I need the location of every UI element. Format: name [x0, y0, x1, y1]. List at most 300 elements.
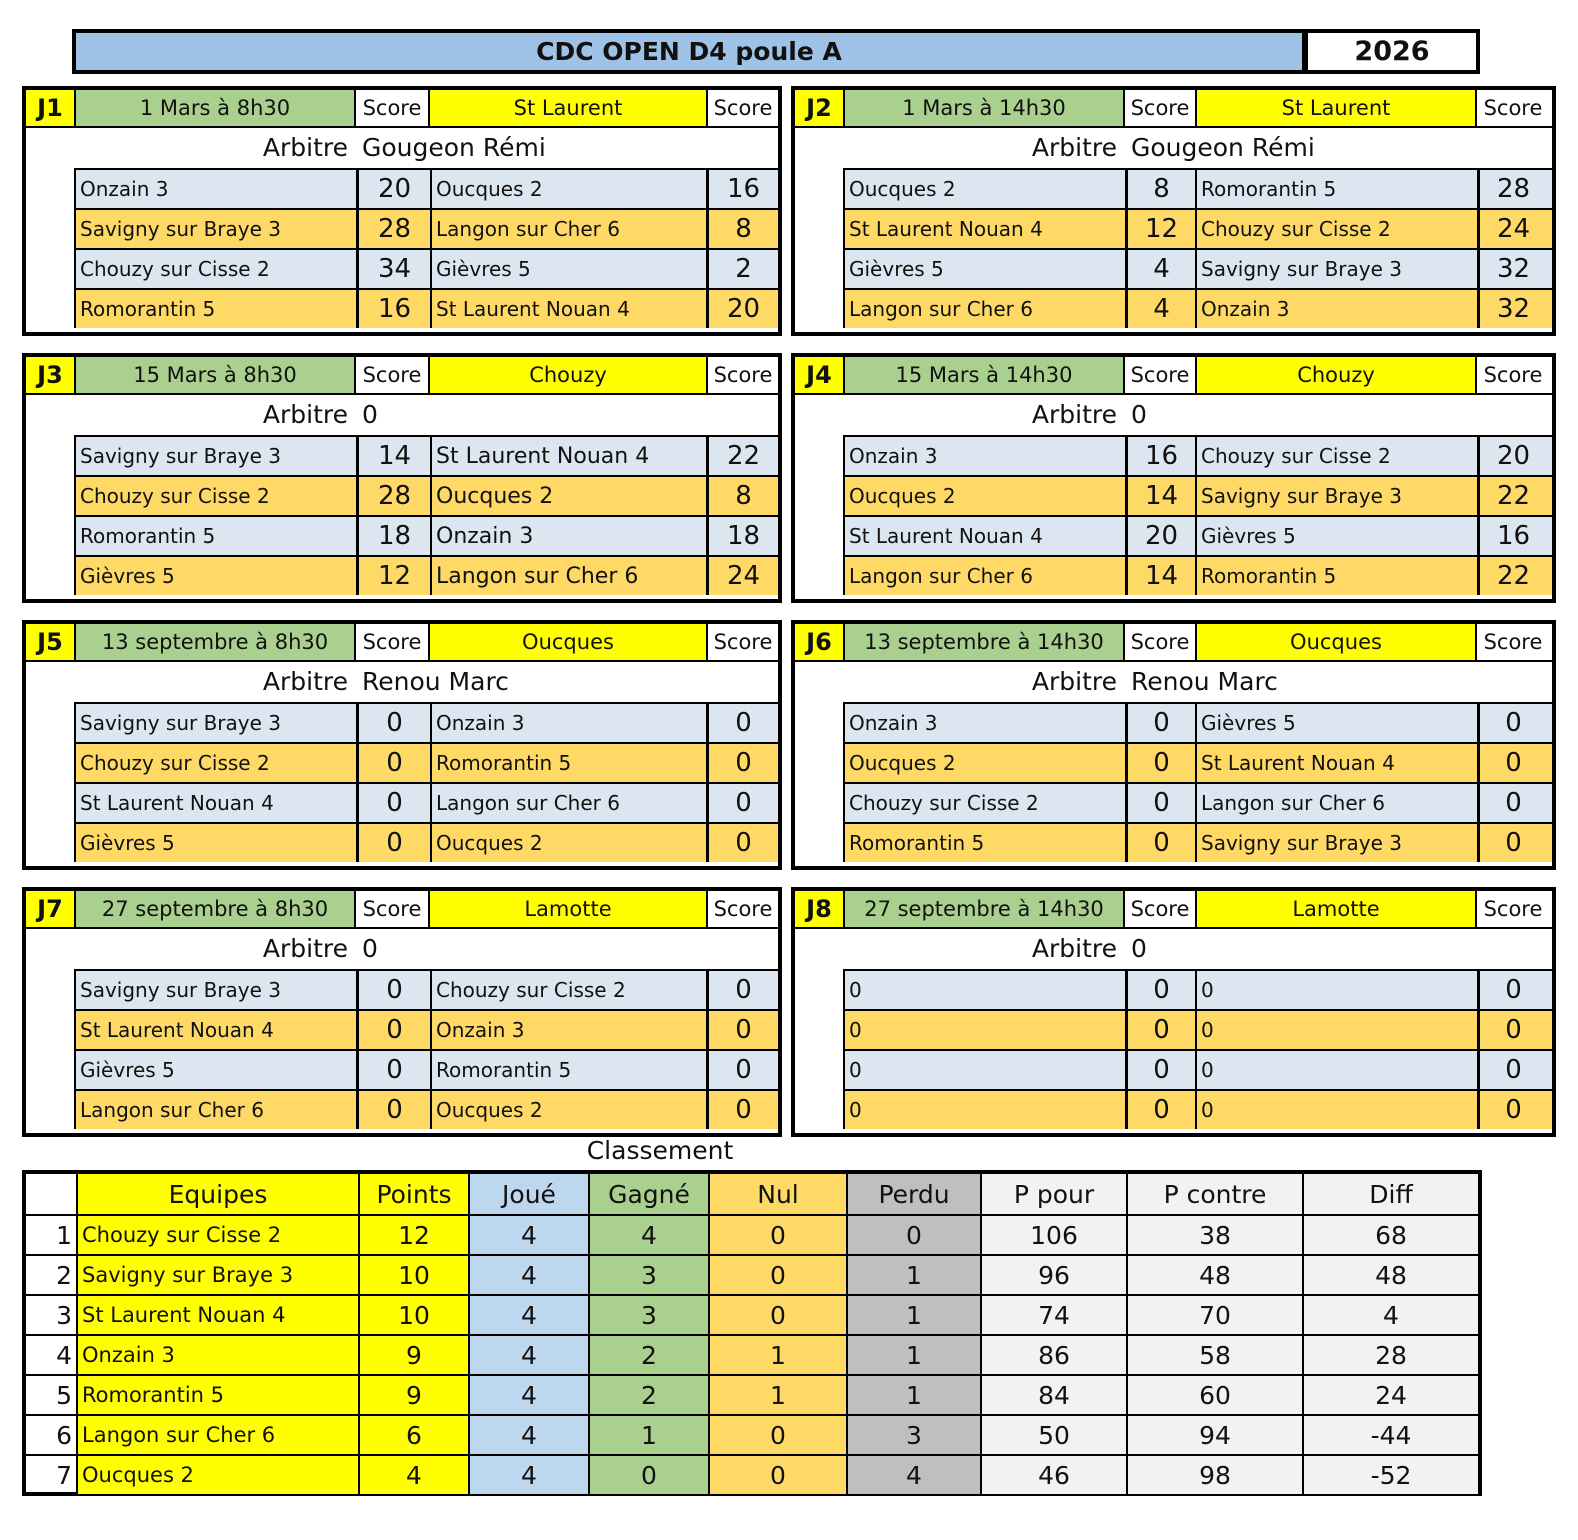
referee-row — [26, 660, 778, 700]
away-team: Oucques 2 — [430, 477, 706, 515]
cell-joue: 4 — [468, 1454, 588, 1494]
match-day-j8 — [791, 887, 1556, 1137]
home-team: Langon sur Cher 6 — [74, 1091, 356, 1129]
away-team: St Laurent Nouan 4 — [430, 437, 706, 475]
away-score: 0 — [706, 704, 778, 742]
home-score: 0 — [1125, 784, 1195, 822]
home-team: 0 — [843, 1091, 1125, 1129]
match-row — [74, 1049, 778, 1089]
away-score: 20 — [706, 290, 778, 328]
away-team: St Laurent Nouan 4 — [430, 290, 706, 328]
home-score: 0 — [1125, 824, 1195, 862]
day-date: 27 septembre à 14h30 — [845, 891, 1125, 927]
home-score: 34 — [356, 250, 430, 288]
match-row — [843, 208, 1552, 248]
referee-row — [795, 660, 1552, 700]
classement-row — [26, 1334, 1478, 1374]
rank-number: 1 — [26, 1214, 76, 1254]
away-score: 16 — [706, 170, 778, 208]
away-team: Chouzy sur Cisse 2 — [1195, 210, 1477, 248]
away-score: 8 — [706, 477, 778, 515]
cell-p-contre: 70 — [1126, 1294, 1302, 1334]
day-venue: Chouzy — [1197, 357, 1477, 393]
cell-points: 4 — [358, 1454, 468, 1494]
match-row — [74, 168, 778, 208]
cell-perdu: 1 — [846, 1254, 980, 1294]
day-id: J6 — [795, 624, 845, 660]
match-day-j5 — [22, 620, 782, 870]
cell-team: Langon sur Cher 6 — [76, 1414, 358, 1454]
column-header-team: Equipes — [76, 1174, 358, 1214]
cell-p-pour: 50 — [980, 1414, 1126, 1454]
home-team: Oucques 2 — [843, 744, 1125, 782]
cell-points: 9 — [358, 1374, 468, 1414]
away-team: Langon sur Cher 6 — [430, 557, 706, 595]
day-id: J2 — [795, 90, 845, 126]
away-score: 24 — [706, 557, 778, 595]
classement-row — [26, 1454, 1478, 1494]
home-team: Oucques 2 — [843, 170, 1125, 208]
cell-gagne: 1 — [588, 1414, 708, 1454]
score-header: Score — [1477, 891, 1549, 927]
cell-nul: 0 — [708, 1414, 846, 1454]
cell-nul: 1 — [708, 1374, 846, 1414]
away-score: 22 — [1477, 477, 1547, 515]
column-header-p-pour: P pour — [980, 1174, 1126, 1214]
referee-name: 0 — [1131, 933, 1147, 963]
match-row — [843, 702, 1552, 742]
match-row — [843, 515, 1552, 555]
day-id: J1 — [26, 90, 76, 126]
cell-diff: 48 — [1302, 1254, 1478, 1294]
day-venue: Lamotte — [430, 891, 708, 927]
home-team: St Laurent Nouan 4 — [74, 1011, 356, 1049]
score-header: Score — [356, 891, 430, 927]
home-team: Chouzy sur Cisse 2 — [843, 784, 1125, 822]
cell-nul: 0 — [708, 1294, 846, 1334]
away-team: 0 — [1195, 1051, 1477, 1089]
score-header: Score — [1125, 891, 1197, 927]
classement-title: Classement — [586, 1136, 734, 1165]
away-score: 0 — [1477, 1051, 1547, 1089]
score-header: Score — [708, 624, 778, 660]
home-score: 14 — [1125, 557, 1195, 595]
cell-team: St Laurent Nouan 4 — [76, 1294, 358, 1334]
column-header-points: Points — [358, 1174, 468, 1214]
away-score: 0 — [1477, 784, 1547, 822]
match-row — [74, 742, 778, 782]
home-score: 8 — [1125, 170, 1195, 208]
cell-p-contre: 48 — [1126, 1254, 1302, 1294]
cell-gagne: 2 — [588, 1374, 708, 1414]
column-header-joue: Joué — [468, 1174, 588, 1214]
match-row — [843, 435, 1552, 475]
home-score: 0 — [1125, 744, 1195, 782]
away-team: Oucques 2 — [430, 170, 706, 208]
home-score: 14 — [1125, 477, 1195, 515]
home-score: 18 — [356, 517, 430, 555]
match-day-j7 — [22, 887, 782, 1137]
referee-row — [26, 393, 778, 433]
away-score: 0 — [1477, 971, 1547, 1009]
score-header: Score — [1125, 357, 1197, 393]
home-score: 0 — [1125, 1091, 1195, 1129]
home-score: 20 — [1125, 517, 1195, 555]
cell-diff: -52 — [1302, 1454, 1478, 1494]
score-header: Score — [708, 357, 778, 393]
away-score: 2 — [706, 250, 778, 288]
cell-gagne: 3 — [588, 1294, 708, 1334]
match-row — [74, 1089, 778, 1129]
referee-row — [26, 126, 778, 166]
classement-row — [26, 1294, 1478, 1334]
away-team: 0 — [1195, 1011, 1477, 1049]
cell-p-pour: 86 — [980, 1334, 1126, 1374]
match-row — [74, 475, 778, 515]
cell-joue: 4 — [468, 1214, 588, 1254]
referee-name: 0 — [362, 933, 378, 963]
cell-joue: 4 — [468, 1414, 588, 1454]
away-team: Langon sur Cher 6 — [430, 210, 706, 248]
away-team: Romorantin 5 — [430, 1051, 706, 1089]
away-team: 0 — [1195, 1091, 1477, 1129]
home-score: 0 — [1125, 1011, 1195, 1049]
away-team: Oucques 2 — [430, 1091, 706, 1129]
match-row — [74, 1009, 778, 1049]
away-team: Gièvres 5 — [430, 250, 706, 288]
cell-p-contre: 98 — [1126, 1454, 1302, 1494]
away-team: Savigny sur Braye 3 — [1195, 824, 1477, 862]
score-header: Score — [1125, 90, 1197, 126]
match-row — [843, 288, 1552, 328]
cell-joue: 4 — [468, 1294, 588, 1334]
home-score: 28 — [356, 477, 430, 515]
cell-team: Chouzy sur Cisse 2 — [76, 1214, 358, 1254]
home-team: Oucques 2 — [843, 477, 1125, 515]
cell-p-contre: 58 — [1126, 1334, 1302, 1374]
cell-gagne: 0 — [588, 1454, 708, 1494]
away-score: 0 — [1477, 1011, 1547, 1049]
home-team: Chouzy sur Cisse 2 — [74, 744, 356, 782]
referee-name: Gougeon Rémi — [362, 132, 546, 162]
home-score: 14 — [356, 437, 430, 475]
cell-nul: 0 — [708, 1214, 846, 1254]
score-header: Score — [1477, 357, 1549, 393]
cell-p-pour: 74 — [980, 1294, 1126, 1334]
referee-name: Gougeon Rémi — [1131, 132, 1315, 162]
away-team: Romorantin 5 — [1195, 170, 1477, 208]
away-team: Oucques 2 — [430, 824, 706, 862]
day-venue: Chouzy — [430, 357, 708, 393]
referee-label: Arbitre — [262, 132, 348, 162]
match-row — [843, 168, 1552, 208]
cell-nul: 0 — [708, 1454, 846, 1494]
referee-name: 0 — [362, 399, 378, 429]
match-row — [843, 555, 1552, 595]
home-score: 0 — [356, 704, 430, 742]
home-score: 4 — [1125, 250, 1195, 288]
cell-points: 6 — [358, 1414, 468, 1454]
match-row — [843, 742, 1552, 782]
home-team: Savigny sur Braye 3 — [74, 437, 356, 475]
away-team: St Laurent Nouan 4 — [1195, 744, 1477, 782]
cell-p-pour: 106 — [980, 1214, 1126, 1254]
match-day-j2 — [791, 86, 1556, 336]
day-date: 1 Mars à 14h30 — [845, 90, 1125, 126]
home-team: 0 — [843, 971, 1125, 1009]
cell-team: Romorantin 5 — [76, 1374, 358, 1414]
match-row — [74, 555, 778, 595]
score-header: Score — [1125, 624, 1197, 660]
match-row — [74, 782, 778, 822]
home-team: Gièvres 5 — [74, 1051, 356, 1089]
match-row — [74, 288, 778, 328]
cell-perdu: 1 — [846, 1294, 980, 1334]
away-score: 22 — [706, 437, 778, 475]
away-team: Langon sur Cher 6 — [1195, 784, 1477, 822]
match-day-j6 — [791, 620, 1556, 870]
home-team: Chouzy sur Cisse 2 — [74, 250, 356, 288]
score-header: Score — [356, 624, 430, 660]
away-score: 28 — [1477, 170, 1547, 208]
home-score: 0 — [1125, 1051, 1195, 1089]
away-score: 0 — [706, 1051, 778, 1089]
referee-label: Arbitre — [1031, 933, 1117, 963]
day-id: J3 — [26, 357, 76, 393]
rank-number: 4 — [26, 1334, 76, 1374]
referee-label: Arbitre — [1031, 399, 1117, 429]
home-team: Romorantin 5 — [74, 517, 356, 555]
away-team: Savigny sur Braye 3 — [1195, 477, 1477, 515]
away-score: 20 — [1477, 437, 1547, 475]
home-score: 0 — [356, 971, 430, 1009]
away-score: 32 — [1477, 250, 1547, 288]
away-team: Romorantin 5 — [430, 744, 706, 782]
year-box: 2026 — [1304, 29, 1480, 74]
home-score: 16 — [356, 290, 430, 328]
referee-row — [26, 927, 778, 967]
score-header: Score — [1477, 90, 1549, 126]
cell-diff: 68 — [1302, 1214, 1478, 1254]
cell-joue: 4 — [468, 1254, 588, 1294]
rank-number: 7 — [26, 1454, 76, 1494]
home-team: Langon sur Cher 6 — [843, 290, 1125, 328]
classement-row — [26, 1214, 1478, 1254]
referee-row — [795, 126, 1552, 166]
match-row — [843, 969, 1552, 1009]
match-day-j1 — [22, 86, 782, 336]
cell-perdu: 4 — [846, 1454, 980, 1494]
column-header-nul: Nul — [708, 1174, 846, 1214]
away-score: 8 — [706, 210, 778, 248]
match-row — [74, 435, 778, 475]
referee-label: Arbitre — [1031, 666, 1117, 696]
score-header: Score — [356, 90, 430, 126]
score-header: Score — [356, 357, 430, 393]
classement-table — [22, 1170, 1482, 1496]
column-header-p-contre: P contre — [1126, 1174, 1302, 1214]
rank-number: 3 — [26, 1294, 76, 1334]
match-day-j3 — [22, 353, 782, 603]
cell-team: Onzain 3 — [76, 1334, 358, 1374]
cell-diff: -44 — [1302, 1414, 1478, 1454]
home-team: St Laurent Nouan 4 — [843, 210, 1125, 248]
away-score: 22 — [1477, 557, 1547, 595]
cell-gagne: 2 — [588, 1334, 708, 1374]
match-row — [843, 822, 1552, 862]
cell-nul: 1 — [708, 1334, 846, 1374]
day-date: 13 septembre à 14h30 — [845, 624, 1125, 660]
cell-diff: 28 — [1302, 1334, 1478, 1374]
rank-number: 2 — [26, 1254, 76, 1294]
match-row — [843, 782, 1552, 822]
home-score: 28 — [356, 210, 430, 248]
day-date: 1 Mars à 8h30 — [76, 90, 356, 126]
home-team: Onzain 3 — [843, 437, 1125, 475]
home-score: 0 — [356, 1011, 430, 1049]
match-row — [843, 248, 1552, 288]
match-row — [74, 969, 778, 1009]
referee-label: Arbitre — [1031, 132, 1117, 162]
away-score: 32 — [1477, 290, 1547, 328]
column-header-diff: Diff — [1302, 1174, 1478, 1214]
rank-number: 5 — [26, 1374, 76, 1414]
cell-p-contre: 60 — [1126, 1374, 1302, 1414]
cell-points: 9 — [358, 1334, 468, 1374]
away-team: Chouzy sur Cisse 2 — [430, 971, 706, 1009]
home-team: Romorantin 5 — [843, 824, 1125, 862]
cell-p-pour: 84 — [980, 1374, 1126, 1414]
classement-header-row — [26, 1174, 1478, 1214]
day-id: J4 — [795, 357, 845, 393]
home-score: 20 — [356, 170, 430, 208]
referee-label: Arbitre — [262, 399, 348, 429]
column-header-gagne: Gagné — [588, 1174, 708, 1214]
away-team: Onzain 3 — [1195, 290, 1477, 328]
cell-perdu: 1 — [846, 1374, 980, 1414]
match-row — [843, 1009, 1552, 1049]
home-team: 0 — [843, 1051, 1125, 1089]
match-row — [74, 248, 778, 288]
away-score: 24 — [1477, 210, 1547, 248]
cell-team: Savigny sur Braye 3 — [76, 1254, 358, 1294]
referee-label: Arbitre — [262, 933, 348, 963]
cell-p-contre: 38 — [1126, 1214, 1302, 1254]
rank-header — [26, 1174, 76, 1214]
cell-perdu: 3 — [846, 1414, 980, 1454]
home-score: 0 — [356, 1051, 430, 1089]
referee-row — [795, 927, 1552, 967]
match-row — [74, 702, 778, 742]
away-score: 0 — [1477, 1091, 1547, 1129]
match-row — [843, 1089, 1552, 1129]
away-team: Langon sur Cher 6 — [430, 784, 706, 822]
home-team: Gièvres 5 — [74, 557, 356, 595]
home-team: Langon sur Cher 6 — [843, 557, 1125, 595]
home-score: 12 — [356, 557, 430, 595]
day-venue: Oucques — [430, 624, 708, 660]
home-team: Gièvres 5 — [74, 824, 356, 862]
match-row — [74, 822, 778, 862]
classement-row — [26, 1414, 1478, 1454]
away-score: 0 — [706, 1091, 778, 1129]
day-venue: Oucques — [1197, 624, 1477, 660]
referee-name: Renou Marc — [362, 666, 509, 696]
rank-number: 6 — [26, 1414, 76, 1454]
day-venue: St Laurent — [430, 90, 708, 126]
cell-nul: 0 — [708, 1254, 846, 1294]
day-date: 27 septembre à 8h30 — [76, 891, 356, 927]
day-venue: St Laurent — [1197, 90, 1477, 126]
away-score: 0 — [706, 744, 778, 782]
day-date: 15 Mars à 8h30 — [76, 357, 356, 393]
home-score: 12 — [1125, 210, 1195, 248]
cell-gagne: 4 — [588, 1214, 708, 1254]
home-score: 16 — [1125, 437, 1195, 475]
cell-joue: 4 — [468, 1374, 588, 1414]
home-team: 0 — [843, 1011, 1125, 1049]
home-team: St Laurent Nouan 4 — [843, 517, 1125, 555]
match-day-j4 — [791, 353, 1556, 603]
home-team: Savigny sur Braye 3 — [74, 210, 356, 248]
cell-team: Oucques 2 — [76, 1454, 358, 1494]
referee-name: 0 — [1131, 399, 1147, 429]
home-team: Romorantin 5 — [74, 290, 356, 328]
away-score: 18 — [706, 517, 778, 555]
day-date: 15 Mars à 14h30 — [845, 357, 1125, 393]
cell-p-contre: 94 — [1126, 1414, 1302, 1454]
cell-joue: 4 — [468, 1334, 588, 1374]
away-team: Gièvres 5 — [1195, 704, 1477, 742]
match-row — [843, 475, 1552, 515]
away-score: 0 — [706, 784, 778, 822]
home-team: Chouzy sur Cisse 2 — [74, 477, 356, 515]
home-score: 0 — [1125, 704, 1195, 742]
home-team: Onzain 3 — [74, 170, 356, 208]
cell-diff: 24 — [1302, 1374, 1478, 1414]
home-team: Gièvres 5 — [843, 250, 1125, 288]
classement-row — [26, 1254, 1478, 1294]
away-team: Onzain 3 — [430, 517, 706, 555]
home-team: Savigny sur Braye 3 — [74, 971, 356, 1009]
day-id: J7 — [26, 891, 76, 927]
column-header-perdu: Perdu — [846, 1174, 980, 1214]
cell-perdu: 1 — [846, 1334, 980, 1374]
home-score: 4 — [1125, 290, 1195, 328]
away-team: 0 — [1195, 971, 1477, 1009]
away-team: Onzain 3 — [430, 704, 706, 742]
day-id: J5 — [26, 624, 76, 660]
away-team: Chouzy sur Cisse 2 — [1195, 437, 1477, 475]
day-id: J8 — [795, 891, 845, 927]
referee-name: Renou Marc — [1131, 666, 1278, 696]
away-score: 0 — [706, 1011, 778, 1049]
home-team: St Laurent Nouan 4 — [74, 784, 356, 822]
match-row — [843, 1049, 1552, 1089]
away-team: Gièvres 5 — [1195, 517, 1477, 555]
home-team: Onzain 3 — [843, 704, 1125, 742]
home-score: 0 — [356, 1091, 430, 1129]
home-score: 0 — [356, 824, 430, 862]
cell-p-pour: 46 — [980, 1454, 1126, 1494]
cell-points: 10 — [358, 1254, 468, 1294]
home-score: 0 — [1125, 971, 1195, 1009]
cell-points: 10 — [358, 1294, 468, 1334]
score-header: Score — [1477, 624, 1549, 660]
away-score: 0 — [706, 824, 778, 862]
cell-points: 12 — [358, 1214, 468, 1254]
match-row — [74, 208, 778, 248]
